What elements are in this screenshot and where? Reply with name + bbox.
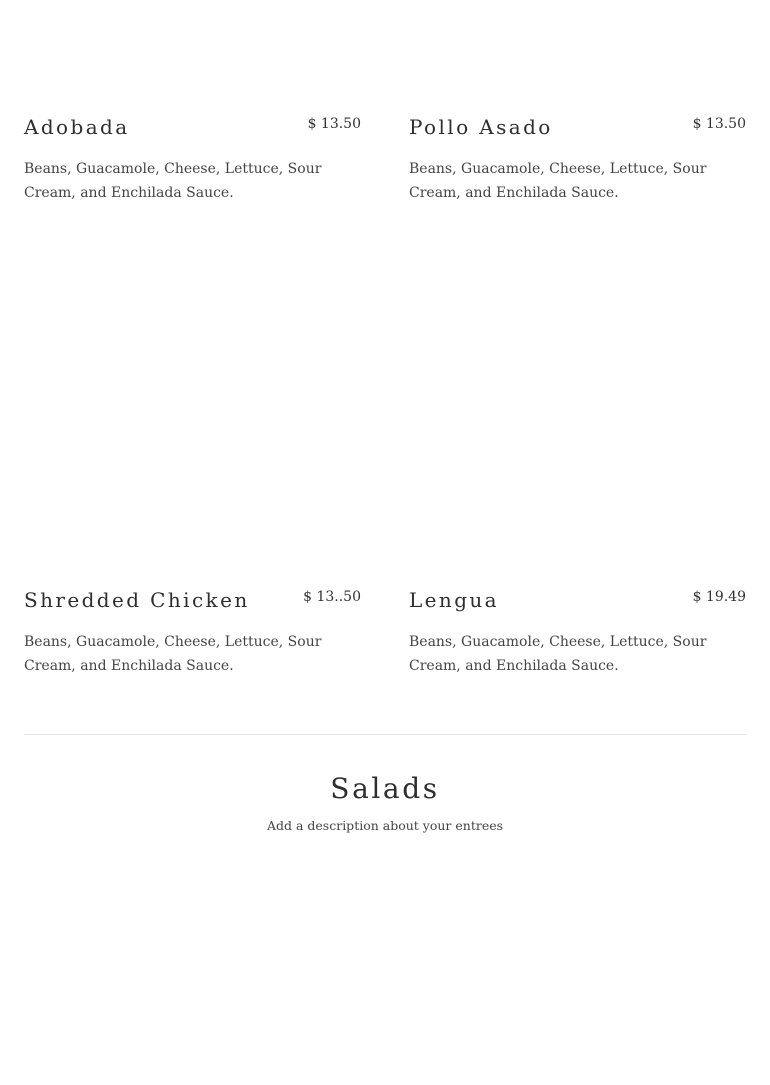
menu-item-price: $ 19.49 <box>692 589 746 605</box>
section-subtitle: Add a description about your entrees <box>266 818 504 833</box>
section-title: Salads <box>330 772 440 805</box>
menu-item-price: $ 13.50 <box>692 116 746 132</box>
menu-item-header <box>409 588 746 618</box>
section-divider <box>24 734 746 735</box>
menu-item-lengua <box>409 588 746 678</box>
menu-item-description: Beans, Guacamole, Cheese, Lettuce, Sour Cream, and Enchilada Sauce. <box>409 634 707 674</box>
menu-item-description: Beans, Guacamole, Cheese, Lettuce, Sour Cream, and Enchilada Sauce. <box>24 161 322 201</box>
menu-item-price: $ 13.50 <box>307 116 361 132</box>
menu-item-price: $ 13..50 <box>303 589 361 605</box>
menu-item-description: Beans, Guacamole, Cheese, Lettuce, Sour Cream, and Enchilada Sauce. <box>409 161 707 201</box>
menu-item-pollo-asado <box>409 115 746 205</box>
menu-item-header <box>24 115 361 145</box>
menu-item-description: Beans, Guacamole, Cheese, Lettuce, Sour Cream, and Enchilada Sauce. <box>24 634 322 674</box>
menu-item-name: Pollo Asado <box>409 115 553 139</box>
menu-item-name: Lengua <box>409 588 500 612</box>
menu-item-adobada <box>24 115 361 205</box>
menu-item-shredded-chicken <box>24 588 361 678</box>
menu-item-header <box>24 588 361 618</box>
menu-item-name: Shredded Chicken <box>24 588 250 612</box>
menu-item-name: Adobada <box>24 115 130 139</box>
menu-item-header <box>409 115 746 145</box>
